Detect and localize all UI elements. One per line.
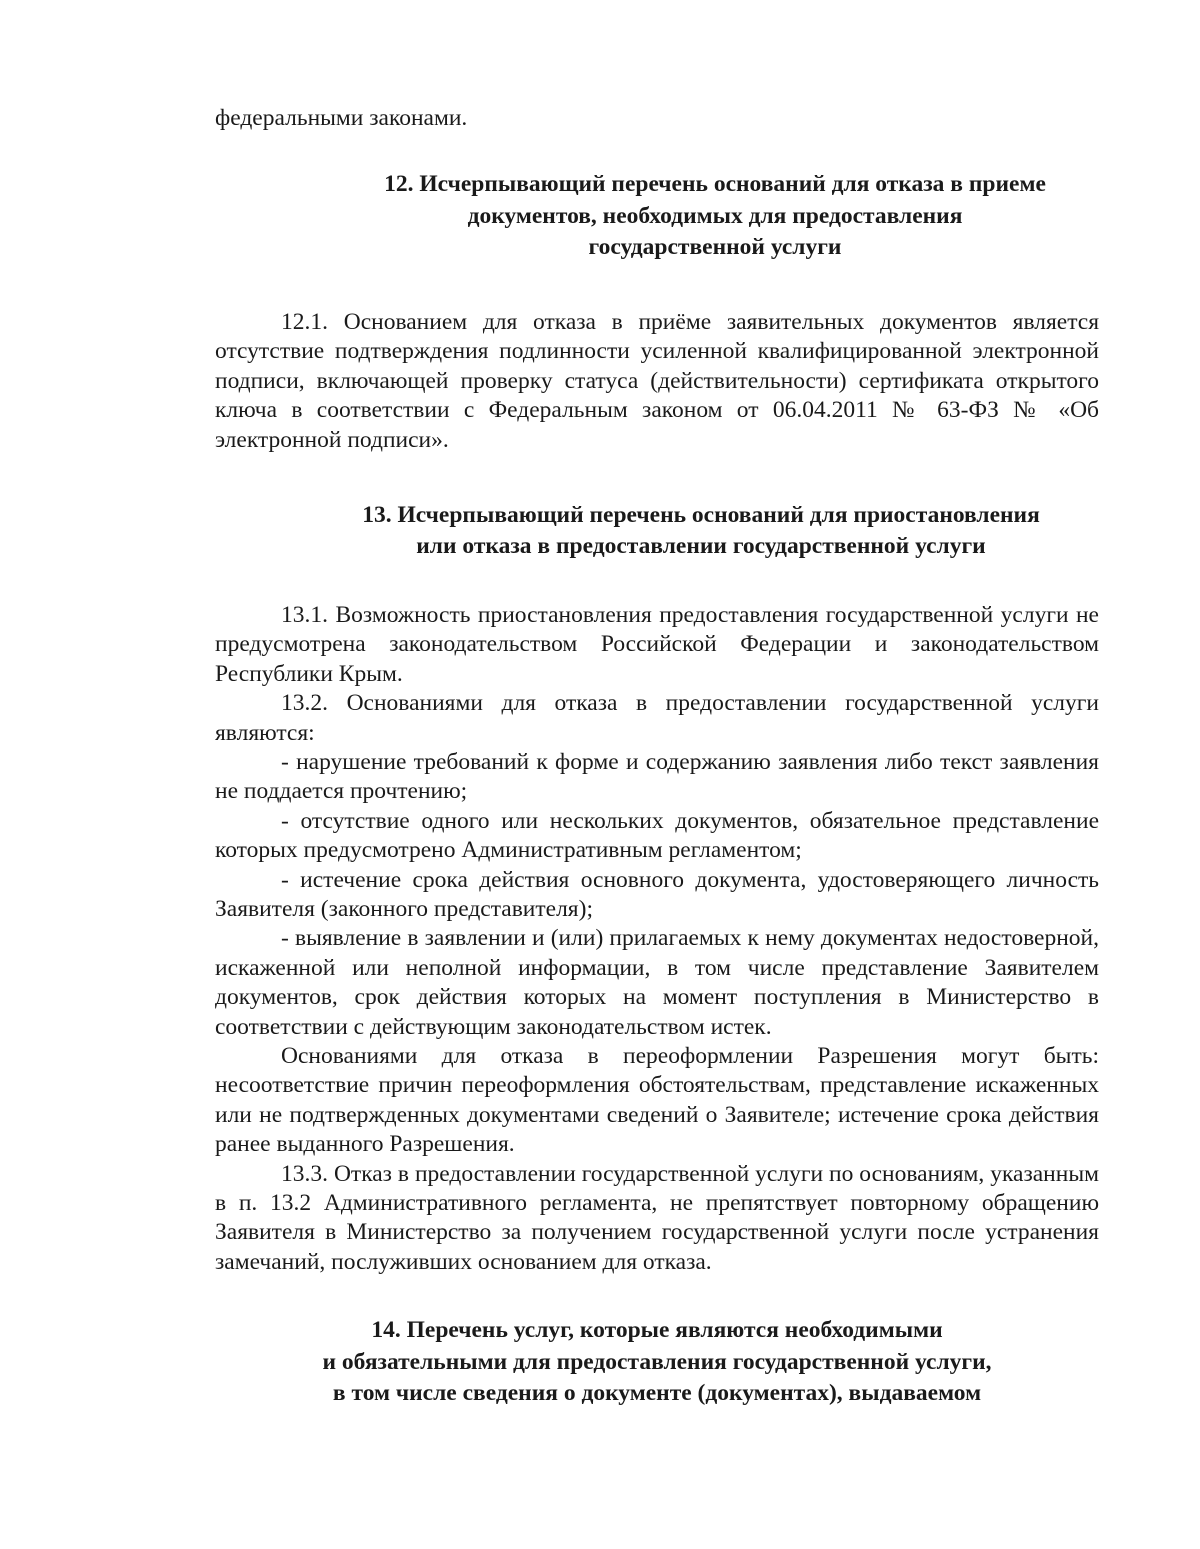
list-item: - отсутствие одного или нескольких документов, обязательное представление которых предусмотрено Административным регламентом; [215,807,1099,864]
heading-line: и обязательными для предоставления государственной услуги, [322,1348,992,1375]
heading-line: в том числе сведения о документе (документах), выдаваемом [332,1380,982,1407]
heading-line: или отказа в предоставлении государственной услуги [416,533,986,560]
paragraph-13-2: 13.2. Основаниями для отказа в предоставлении государственной услуги являются: [215,690,1099,746]
heading-line: 14. Перечень услуг, которые являются необходимыми [371,1317,943,1344]
heading-line: 12. Исчерпывающий перечень оснований для отказа в приеме [384,171,1046,198]
list-item: - выявление в заявлении и (или) прилагаемых к нему документах недостоверной, искаженной или неполной информации, в том числе представление Заявителем документов, срок действия которых на момент поступления в Министерство в соответствии с действующим законодательством истек. [215,925,1099,1040]
heading-line: 13. Исчерпывающий перечень оснований для приостановления [362,501,1040,528]
paragraph-12-1: 12.1. Основанием для отказа в приёме заявительных документов является отсутствие подтверждения подлинности усиленной квалифицированной электронной подписи, включающей проверку статуса (действительности) сертификата открытого ключа в соответствии с Федеральным законом от 06.04.2011 № 63-ФЗ № «Об электронной подписи». [215,308,1099,453]
section-12-heading [331,169,1099,264]
list-item: - истечение срока действия основного документа, удостоверяющего личность Заявителя (законного представителя); [215,866,1099,922]
heading-line: государственной услуги [588,234,842,261]
paragraph-reissue-refusal: Основаниями для отказа в переоформлении Разрешения могут быть: несоответствие причин переоформления обстоятельствам, представление искаженных или не подтвержденных документами сведений о Заявителе; истечение срока действия ранее выданного Разрешения. [215,1043,1099,1158]
list-item: - нарушение требований к форме и содержанию заявления либо текст заявления не поддается прочтению; [215,748,1099,805]
document-page [215,104,1099,1410]
section-13-heading [303,500,1099,563]
paragraph-13-3: 13.3. Отказ в предоставлении государственной услуги по основаниям, указанным в п. 13.2 Административного регламента, не препятствует повторному обращению Заявителя в Министерство за получением государственной услуги после устранения замечаний, послуживших основанием для отказа. [215,1160,1099,1275]
section-14-heading [215,1315,1099,1410]
heading-line: документов, необходимых для предоставления [467,202,963,229]
paragraph-13-1: 13.1. Возможность приостановления предоставления государственной услуги не предусмотрена законодательством Российской Федерации и законодательством Республики Крым. [215,601,1099,687]
continuation-paragraph: федеральными законами. [215,105,468,131]
